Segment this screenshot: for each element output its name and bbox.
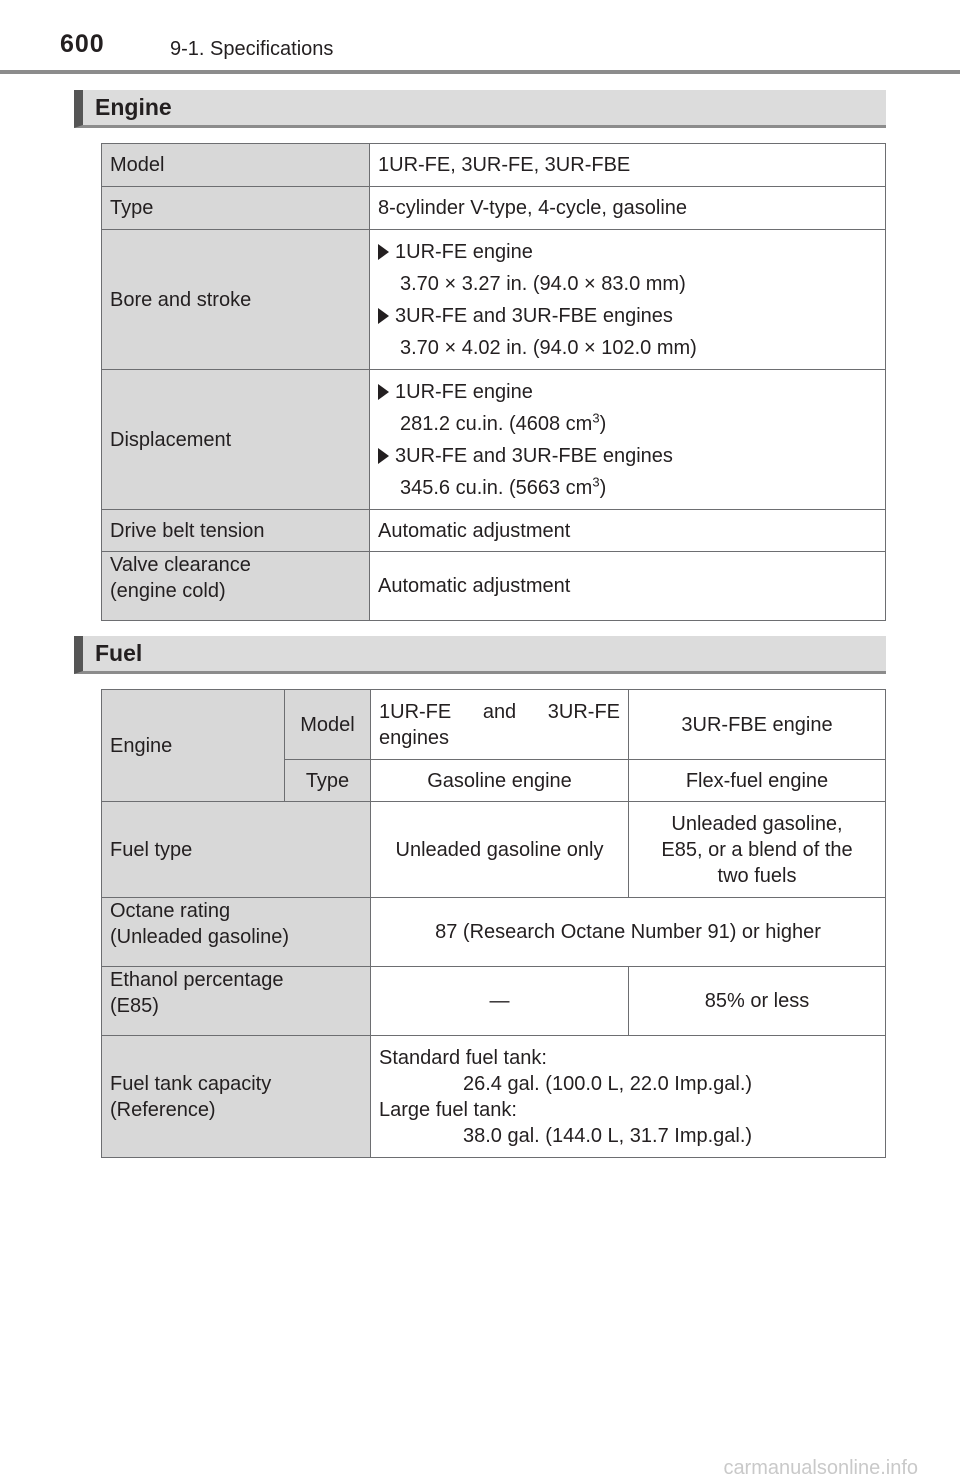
fueltype-col1: Unleaded gasoline only — [371, 802, 629, 898]
row-label: Valve clearance (engine cold) — [102, 552, 370, 621]
tank-large-label: Large fuel tank: — [379, 1098, 517, 1121]
fuel-section-heading — [74, 636, 886, 674]
bore-engine-2: 3UR-FE and 3UR-FBE engines — [378, 300, 877, 332]
row-label: Bore and stroke — [102, 230, 370, 370]
ethanol-col1: — — [371, 967, 629, 1036]
model-col1: 1UR-FE and 3UR-FE engines — [371, 690, 629, 760]
disp-engine-2: 3UR-FE and 3UR-FBE engines — [378, 440, 877, 472]
arrow-bullet-icon — [378, 308, 389, 324]
table-row — [102, 552, 886, 621]
table-row — [102, 370, 886, 510]
page-number: 600 — [60, 30, 105, 58]
bore-engine-1: 1UR-FE engine — [378, 236, 877, 268]
row-label: Octane rating (Unleaded gasoline) — [102, 898, 371, 967]
tank-standard-label: Standard fuel tank: — [379, 1046, 547, 1069]
tank-capacity-values — [371, 1036, 886, 1158]
fueltype-col2: Unleaded gasoline, E85, or a blend of the two fuels — [629, 802, 886, 898]
row-sublabel: Model — [285, 690, 371, 760]
row-label: Type — [102, 187, 370, 230]
table-row — [102, 187, 886, 230]
table-row — [102, 802, 886, 898]
ethanol-col2: 85% or less — [629, 967, 886, 1036]
type-col1: Gasoline engine — [371, 760, 629, 802]
disp-engine-1: 1UR-FE engine — [378, 376, 877, 408]
bore-value-1: 3.70 × 3.27 in. (94.0 × 83.0 mm) — [400, 272, 686, 295]
engine-heading-text: Engine — [95, 94, 172, 120]
octane-value: 87 (Research Octane Number 91) or higher — [371, 898, 886, 967]
row-label: Drive belt tension — [102, 510, 370, 552]
row-value: Automatic adjustment — [370, 552, 886, 621]
header-divider — [0, 70, 960, 74]
row-value: 1UR-FE, 3UR-FE, 3UR-FBE — [370, 144, 886, 187]
table-row — [102, 510, 886, 552]
arrow-bullet-icon — [378, 384, 389, 400]
row-label: Ethanol percentage (E85) — [102, 967, 371, 1036]
bore-value-2: 3.70 × 4.02 in. (94.0 × 102.0 mm) — [400, 336, 697, 359]
displacement-values — [370, 370, 886, 510]
table-row — [102, 144, 886, 187]
section-title: 9-1. Specifications — [170, 38, 334, 60]
disp-value-2: 345.6 cu.in. (5663 $cm^3$) — [400, 473, 607, 499]
bore-stroke-values — [370, 230, 886, 370]
row-value: Automatic adjustment — [370, 510, 886, 552]
disp-value-1: 281.2 cu.in. (4608 $cm^3$) — [400, 409, 607, 435]
tank-large-value: 38.0 gal. (144.0 L, 31.7 Imp.gal.) — [463, 1124, 753, 1147]
table-row — [102, 230, 886, 370]
engine-spec-table — [101, 143, 886, 621]
arrow-bullet-icon — [378, 244, 389, 260]
fuel-spec-table — [101, 689, 886, 1158]
row-label: Model — [102, 144, 370, 187]
type-col2: Flex-fuel engine — [629, 760, 886, 802]
row-sublabel: Type — [285, 760, 371, 802]
table-row — [102, 898, 886, 967]
row-label: Displacement — [102, 370, 370, 510]
row-value: 8-cylinder V-type, 4-cycle, gasoline — [370, 187, 886, 230]
page-header — [0, 0, 960, 76]
row-label: Engine — [102, 690, 285, 802]
table-row — [102, 967, 886, 1036]
table-row — [102, 1036, 886, 1158]
engine-section-heading — [74, 90, 886, 128]
table-row — [102, 690, 886, 760]
model-col2: 3UR-FBE engine — [629, 690, 886, 760]
arrow-bullet-icon — [378, 448, 389, 464]
tank-standard-value: 26.4 gal. (100.0 L, 22.0 Imp.gal.) — [463, 1072, 753, 1095]
row-label: Fuel tank capacity (Reference) — [102, 1036, 371, 1158]
watermark: carmanualsonline.info — [723, 1457, 918, 1479]
row-label: Fuel type — [102, 802, 371, 898]
fuel-heading-text: Fuel — [95, 640, 143, 666]
